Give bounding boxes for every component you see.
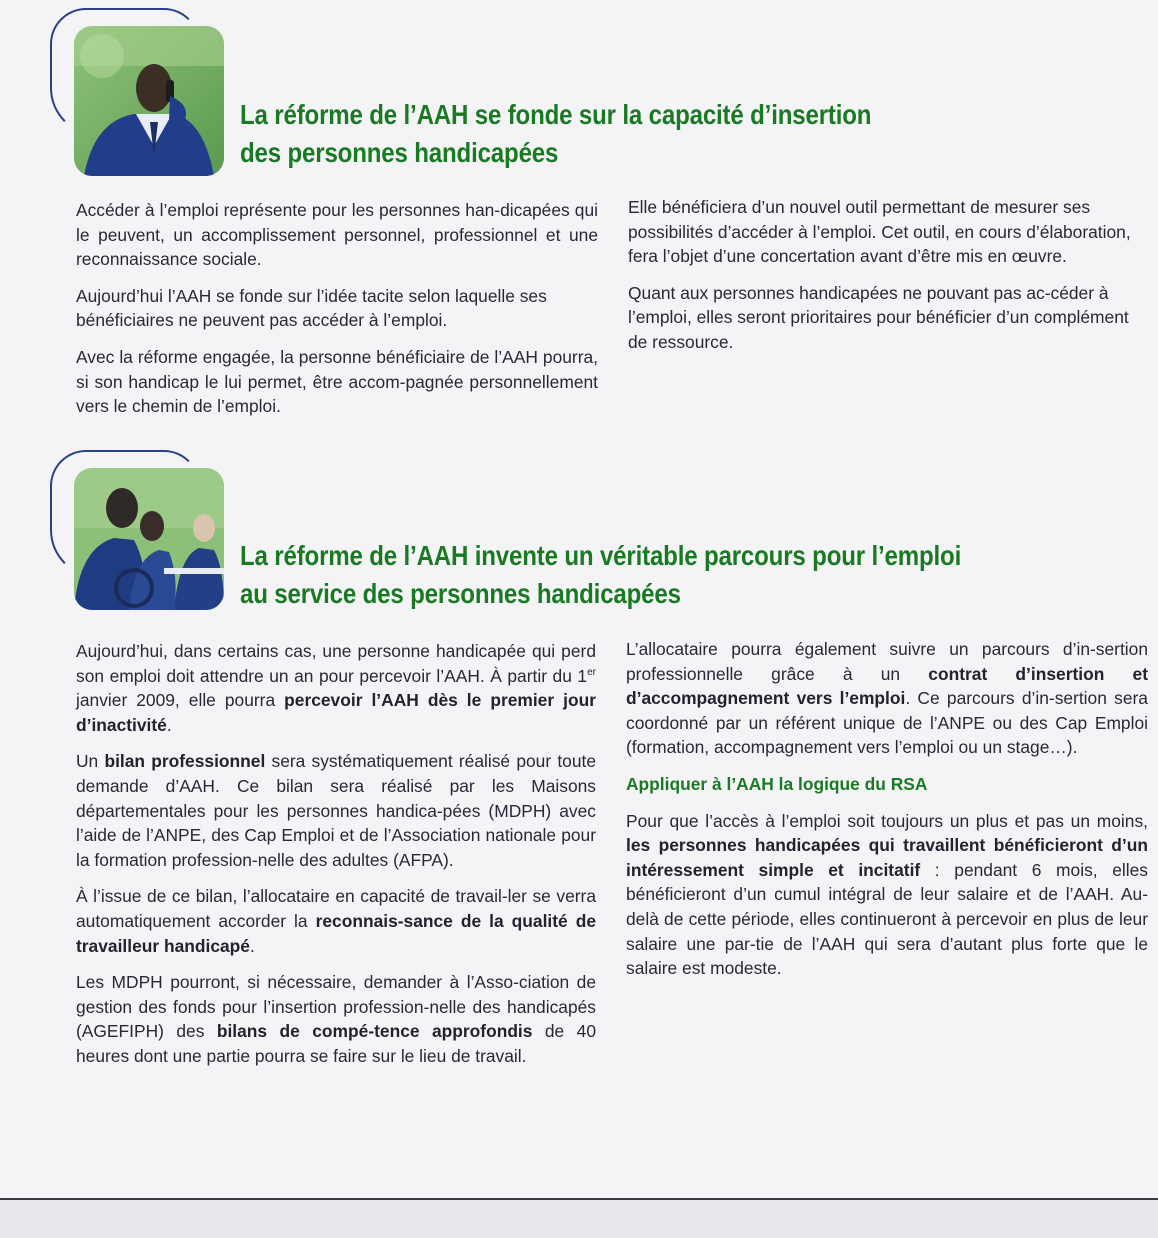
section2-heading-line1: La réforme de l’AAH invente un véritable parcours pour l’emploi: [240, 540, 962, 571]
page-fold-band: [0, 1198, 1158, 1238]
photo-office-meeting-image: [74, 468, 224, 610]
bold-text: reconnais-sance de la qualité de travailleur handicapé: [76, 910, 596, 956]
section2-heading: [240, 537, 961, 613]
text: : pendant 6 mois, elles bénéficieront d’un cumul intégral de leur salaire et de l’AAH. Au-delà de cette période, elles continueront à percevoir en plus de leur salaire une par-tie de l’AAH qui sera d’autant plus forte que le salaire est modeste.: [626, 859, 1148, 979]
text: .: [166, 714, 172, 735]
superscript: er: [587, 666, 596, 678]
section2-subheading: Appliquer à l’AAH la logique du RSA: [626, 773, 928, 794]
text: de 40 heures dont une partie pourra se faire sur le lieu de travail.: [76, 1021, 597, 1066]
text: sera systématiquement réalisé pour toute demande d’AAH. Ce bilan sera réalisé par les Maisons départementales pour les personnes handica-pées (MDPH) avec l’aide de l’ANPE, des Cap Emploi et de l’Association nationale pour la formation profession-nelle des adultes (AFPA).: [76, 751, 597, 870]
section1-right-p2: Quant aux personnes handicapées ne pouvant pas ac-céder à l’emploi, elles seront prioritaires pour bénéficier d’un complément de ressource.: [628, 282, 1129, 352]
photo-man-on-phone: [74, 26, 224, 176]
section2-right-p2: [626, 809, 1148, 981]
bold-text: percevoir l’AAH dès le premier jour d’inactivité: [76, 690, 596, 735]
bold-text: bilans de compé-tence approfondis: [216, 1021, 533, 1042]
photo-man-on-phone-image: [74, 26, 224, 176]
text: Un: [76, 751, 105, 772]
text: L’allocataire pourra également suivre un parcours d’in-sertion professionnelle grâce à un: [626, 639, 1148, 684]
section1-heading-line1: La réforme de l’AAH se fonde sur la capacité d’insertion: [240, 99, 872, 130]
photo-office-meeting: [74, 468, 224, 610]
section2-heading-line2: au service des personnes handicapées: [240, 578, 681, 609]
text: Pour que l’accès à l’emploi soit toujours un plus et pas un moins,: [626, 810, 1148, 831]
text: . Ce parcours d’in-sertion sera coordonné par un référent unique de l’ANPE ou des Cap Emploi (formation, accompagnement vers l’emploi ou un stage…).: [626, 688, 1148, 758]
text: .: [249, 935, 255, 956]
section2-left-column: [76, 639, 596, 1081]
bold-text: les personnes handicapées qui travaillent bénéficieront d’un intéressement simple et incitatif: [626, 835, 1148, 880]
section1-heading: [240, 96, 871, 172]
section1-left-p3: Avec la réforme engagée, la personne bénéficiaire de l’AAH pourra, si son handicap le lui permet, être accom-pagnée personnellement vers le chemin de l’emploi.: [76, 346, 598, 417]
section2-right-column: [626, 637, 1148, 993]
section2-left-p3: [76, 884, 596, 958]
section1-left-column: [76, 198, 598, 431]
section2-left-p2: [76, 749, 596, 872]
section1-left-p2: Aujourd’hui l’AAH se fonde sur l’idée tacite selon laquelle ses bénéficiaires ne peuvent pas accéder à l’emploi.: [76, 285, 547, 331]
section2-left-p4: [76, 970, 596, 1068]
section2-right-p1: [626, 637, 1148, 760]
section1-left-p1: Accéder à l’emploi représente pour les personnes han-dicapées qui le peuvent, un accomplissement personnel, professionnel et une reconnaissance sociale.: [76, 200, 598, 270]
section1-right-column: [628, 195, 1150, 367]
bold-text: contrat d’insertion et d’accompagnement vers l’emploi: [626, 663, 1148, 709]
section1-heading-line2: des personnes handicapées: [240, 137, 559, 168]
text: janvier 2009, elle pourra: [76, 690, 285, 711]
text: Les MDPH pourront, si nécessaire, demander à l’Asso-ciation de gestion des fonds pour l’insertion profession-nelle des handicapés (AGEFIPH) des: [76, 972, 596, 1042]
text: Aujourd’hui, dans certains cas, une personne handicapée qui perd son emploi doit attendre un an pour percevoir l’AAH. À partir du 1: [76, 641, 596, 686]
bold-text: bilan professionnel: [104, 751, 266, 772]
section2-left-p1: [76, 639, 596, 737]
section1-right-p1: Elle bénéficiera d’un nouvel outil permettant de mesurer ses possibilités d’accéder à l’emploi. Cet outil, en cours d’élaboration, fera l’objet d’une concertation avant d’être mis en œuvre.: [628, 197, 1131, 267]
text: À l’issue de ce bilan, l’allocataire en capacité de travail-ler se verra automatiquement accorder la: [76, 886, 596, 931]
